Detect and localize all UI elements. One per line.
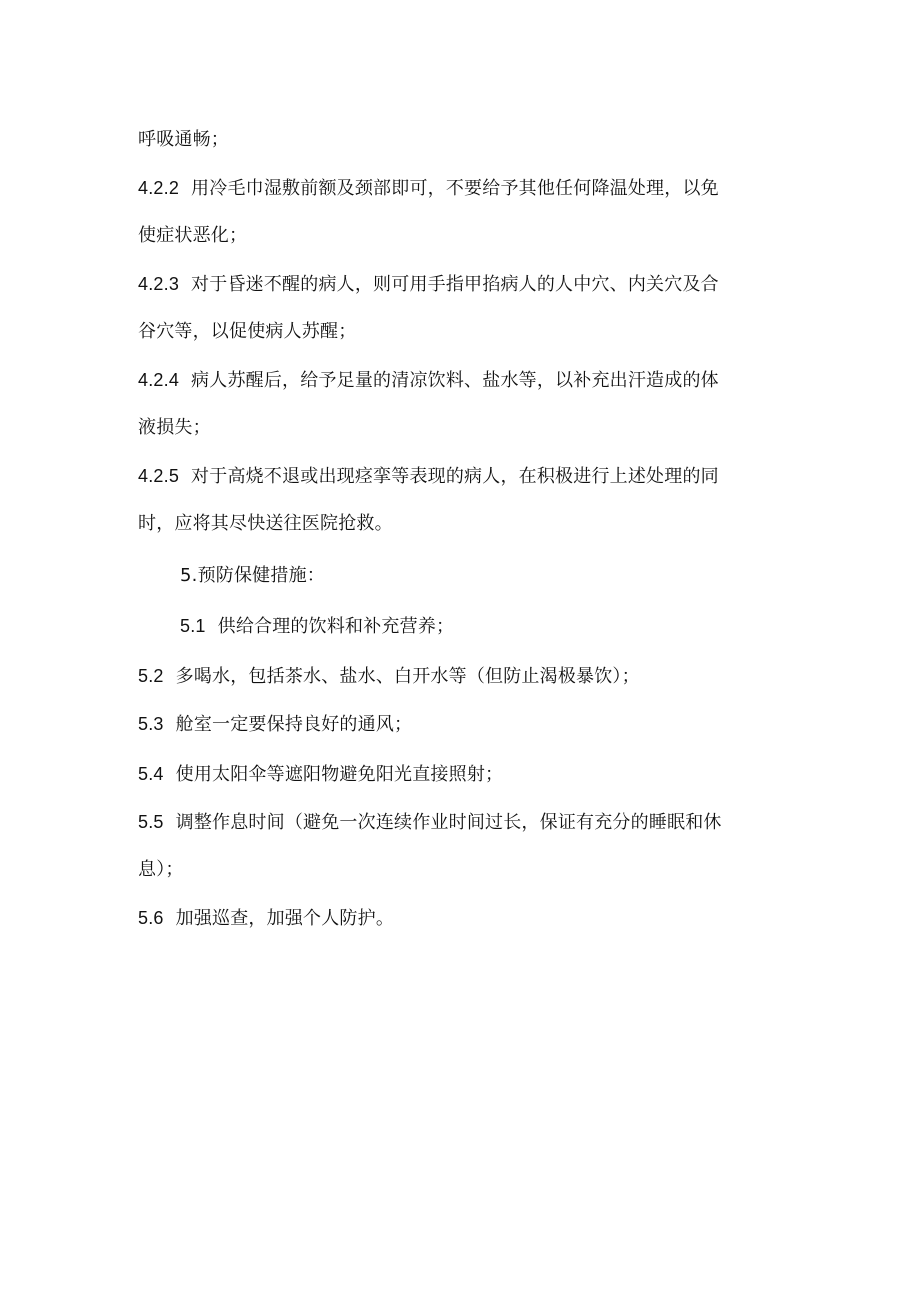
line-text: 谷穴等，以促使病人苏醒； [138, 321, 357, 342]
numbered-line [138, 762, 503, 787]
line-text: 多喝水，包括茶水、盐水、白开水等（但防止渴极暴饮）； [175, 666, 640, 687]
item-number: 4.2.4 [138, 370, 180, 390]
line-text: 5.预防保健措施： [180, 565, 325, 586]
numbered-line [138, 906, 394, 931]
numbered-line [138, 810, 722, 835]
line-text: 使症状恶化； [138, 225, 248, 246]
line-text: 呼吸通畅； [138, 129, 229, 150]
line-text: 用冷毛巾湿敷前额及颈部即可，不要给予其他任何降温处理，以免 [191, 178, 719, 199]
numbered-line [138, 368, 719, 393]
numbered-line [138, 464, 719, 489]
line-text: 病人苏醒后，给予足量的清凉饮料、盐水等，以补充出汗造成的体 [191, 370, 719, 391]
text-line [138, 416, 211, 440]
numbered-line [180, 614, 454, 639]
numbered-line [138, 712, 412, 737]
text-line [138, 224, 247, 248]
item-number: 5.2 [138, 666, 164, 686]
item-number: 5.5 [138, 812, 164, 832]
text-line [138, 512, 393, 536]
section-heading [180, 564, 325, 588]
numbered-line [138, 272, 719, 297]
line-text: 舱室一定要保持良好的通风； [175, 714, 413, 735]
line-text: 调整作息时间（避免一次连续作业时间过长，保证有充分的睡眠和休 [175, 812, 722, 833]
line-text: 使用太阳伞等遮阳物避免阳光直接照射； [175, 764, 504, 785]
text-line [138, 858, 184, 882]
text-line [138, 128, 229, 152]
text-line [138, 320, 356, 344]
item-number: 5.4 [138, 764, 164, 784]
item-number: 5.6 [138, 908, 164, 928]
line-text: 对于昏迷不醒的病人，则可用手指甲掐病人的人中穴、内关穴及合 [191, 274, 719, 295]
item-number: 4.2.5 [138, 466, 180, 486]
line-text: 加强巡查，加强个人防护。 [175, 908, 395, 929]
line-text: 时，应将其尽快送往医院抢救。 [138, 513, 393, 534]
line-text: 对于高烧不退或出现痉挛等表现的病人，在积极进行上述处理的同 [191, 466, 719, 487]
item-number: 4.2.3 [138, 274, 180, 294]
item-number: 5.3 [138, 714, 164, 734]
line-text: 供给合理的饮料和补充营养； [217, 616, 455, 637]
line-text: 息）； [138, 859, 184, 880]
line-text: 液损失； [138, 417, 211, 438]
numbered-line [138, 176, 719, 201]
item-number: 4.2.2 [138, 178, 180, 198]
numbered-line [138, 664, 640, 689]
item-number: 5.1 [180, 616, 206, 636]
